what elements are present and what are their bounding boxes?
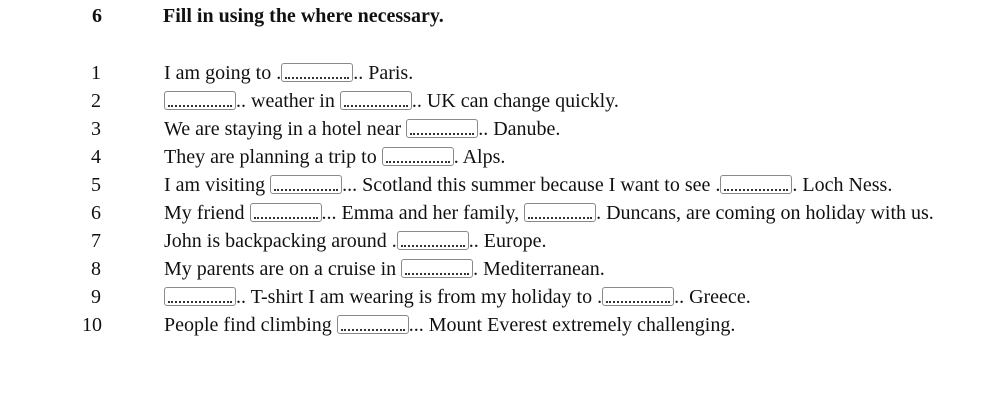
exercise-header [92, 4, 444, 28]
item-text: . Duncans, are coming on holiday with us. [596, 202, 934, 224]
item-text: ... Mount Everest extremely challenging. [408, 314, 736, 336]
list-item [22, 283, 982, 311]
item-text: We are staying in a hotel near [164, 118, 407, 140]
item-number: 8 [91, 258, 101, 280]
answer-blank[interactable] [406, 119, 478, 138]
item-text: . Alps. [453, 146, 506, 168]
item-text: People find climbing [164, 314, 337, 336]
item-text: .. T-shirt I am wearing is from my holiday to . [236, 286, 603, 308]
item-text: .. Europe. [468, 230, 547, 252]
answer-blank[interactable] [720, 175, 792, 194]
item-text: .. Paris. [353, 62, 414, 84]
item-text: My parents are on a cruise in [164, 258, 402, 280]
answer-blank[interactable] [270, 175, 342, 194]
item-text: . Loch Ness. [792, 174, 893, 196]
item-number: 6 [91, 202, 101, 224]
list-item [22, 143, 982, 171]
answer-blank[interactable] [164, 91, 236, 110]
answer-blank[interactable] [524, 203, 596, 222]
answer-blank[interactable] [401, 259, 473, 278]
exercise-title: Fill in using the where necessary. [163, 5, 444, 27]
item-number: 3 [91, 118, 101, 140]
item-text: My friend [164, 202, 250, 224]
item-text: . Mediterranean. [473, 258, 605, 280]
list-item [22, 59, 982, 87]
item-text: .. Greece. [674, 286, 751, 308]
item-number: 9 [91, 286, 101, 308]
list-item [22, 171, 982, 199]
answer-blank[interactable] [397, 231, 469, 250]
item-number: 1 [91, 62, 101, 84]
item-text: .. Danube. [478, 118, 561, 140]
answer-blank[interactable] [250, 203, 322, 222]
list-item [22, 115, 982, 143]
list-item [22, 87, 982, 115]
answer-blank[interactable] [281, 63, 353, 82]
list-item [22, 311, 982, 339]
exercise-items [22, 59, 982, 339]
answer-blank[interactable] [340, 91, 412, 110]
item-text: ... Scotland this summer because I want to see . [342, 174, 721, 196]
list-item [22, 255, 982, 283]
item-number: 5 [91, 174, 101, 196]
item-number: 7 [91, 230, 101, 252]
answer-blank[interactable] [382, 147, 454, 166]
item-text: They are planning a trip to [164, 146, 382, 168]
item-text: .. UK can change quickly. [411, 90, 619, 112]
list-item [22, 227, 982, 255]
item-text: .. weather in [236, 90, 340, 112]
list-item [22, 199, 982, 227]
item-text: I am going to . [164, 62, 282, 84]
item-number: 2 [91, 90, 101, 112]
item-number: 4 [91, 146, 101, 168]
item-text: John is backpacking around . [164, 230, 397, 252]
item-number: 10 [82, 314, 102, 336]
exercise-number: 6 [92, 5, 102, 27]
answer-blank[interactable] [164, 287, 236, 306]
answer-blank[interactable] [337, 315, 409, 334]
item-text: ... Emma and her family, [321, 202, 525, 224]
item-text: I am visiting [164, 174, 271, 196]
answer-blank[interactable] [602, 287, 674, 306]
